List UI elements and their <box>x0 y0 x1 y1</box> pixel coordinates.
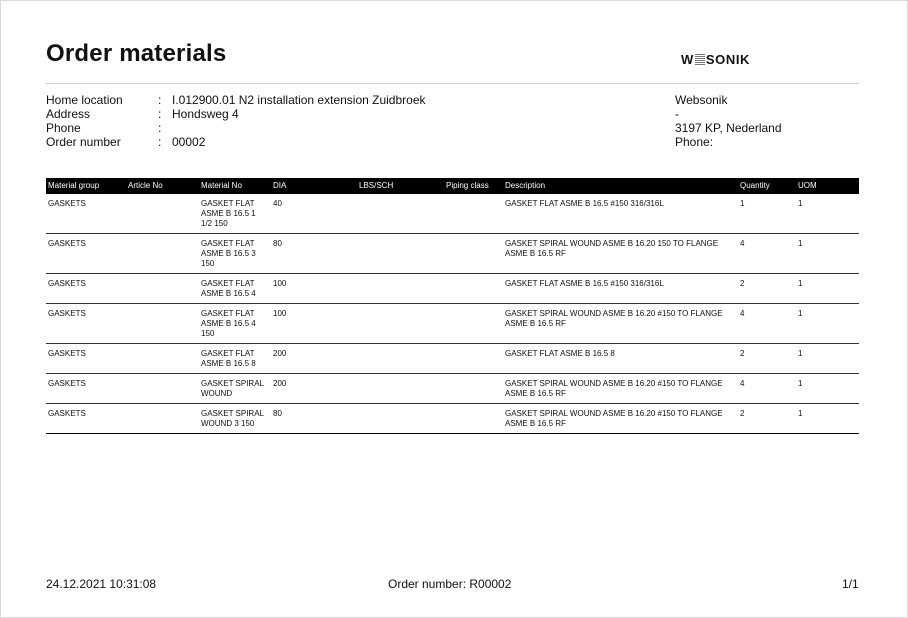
cell-description: GASKET SPIRAL WOUND ASME B 16.20 #150 TO FLANGE ASME B 16.5 RF <box>503 374 738 404</box>
cell-uom: 1 <box>796 304 859 344</box>
cell-quantity: 2 <box>738 404 796 434</box>
home-location-value: I.012900.01 N2 installation extension Zuidbroek <box>172 93 426 107</box>
cell-material-no: GASKET FLAT ASME B 16.5 3 150 <box>199 234 271 274</box>
footer-page-number: 1/1 <box>842 577 859 591</box>
col-material-no: Material No <box>199 178 271 194</box>
cell-piping-class <box>444 404 503 434</box>
company-logo <box>681 52 750 67</box>
col-article-no: Article No <box>126 178 199 194</box>
cell-uom: 1 <box>796 194 859 234</box>
order-info <box>46 93 512 149</box>
cell-piping-class <box>444 234 503 274</box>
cell-quantity: 2 <box>738 274 796 304</box>
cell-material-group: GASKETS <box>46 194 126 234</box>
cell-lbs-sch <box>357 274 444 304</box>
col-quantity: Quantity <box>738 178 796 194</box>
table-row <box>46 234 859 274</box>
cell-dia: 200 <box>271 344 357 374</box>
cell-material-group: GASKETS <box>46 304 126 344</box>
cell-material-no: GASKET FLAT ASME B 16.5 4 <box>199 274 271 304</box>
cell-uom: 1 <box>796 374 859 404</box>
company-name: Websonik <box>675 93 728 107</box>
cell-article-no <box>126 274 199 304</box>
cell-description: GASKET SPIRAL WOUND ASME B 16.20 #150 TO FLANGE ASME B 16.5 RF <box>503 304 738 344</box>
footer-order-number: Order number: R00002 <box>388 577 512 591</box>
cell-description: GASKET FLAT ASME B 16.5 8 <box>503 344 738 374</box>
company-address <box>675 93 782 149</box>
table-row <box>46 344 859 374</box>
cell-article-no <box>126 374 199 404</box>
cell-article-no <box>126 304 199 344</box>
table-row <box>46 194 859 234</box>
cell-lbs-sch <box>357 234 444 274</box>
info-row-home-location <box>46 93 512 107</box>
cell-uom: 1 <box>796 274 859 304</box>
cell-material-group: GASKETS <box>46 234 126 274</box>
cell-quantity: 4 <box>738 234 796 274</box>
table-row <box>46 374 859 404</box>
col-piping-class: Piping class <box>444 178 503 194</box>
cell-lbs-sch <box>357 374 444 404</box>
info-colon: : <box>158 121 162 135</box>
order-number-value: 00002 <box>172 135 206 149</box>
cell-lbs-sch <box>357 304 444 344</box>
cell-material-no: GASKET FLAT ASME B 16.5 4 150 <box>199 304 271 344</box>
cell-description: GASKET FLAT ASME B 16.5 #150 316/316L <box>503 274 738 304</box>
info-label: Address <box>46 107 91 121</box>
cell-article-no <box>126 194 199 234</box>
company-city: 3197 KP, Nederland <box>675 121 782 135</box>
logo-text-left: W <box>681 52 694 67</box>
col-lbs-sch: LBS/SCH <box>357 178 444 194</box>
cell-quantity: 1 <box>738 194 796 234</box>
cell-dia: 80 <box>271 234 357 274</box>
cell-piping-class <box>444 374 503 404</box>
cell-uom: 1 <box>796 404 859 434</box>
cell-material-no: GASKET FLAT ASME B 16.5 1 1/2 150 <box>199 194 271 234</box>
address-value: Hondsweg 4 <box>172 107 239 121</box>
company-street: - <box>675 107 679 121</box>
cell-piping-class <box>444 304 503 344</box>
table-row <box>46 304 859 344</box>
logo-text-right: SONIK <box>705 52 751 67</box>
footer-timestamp: 24.12.2021 10:31:08 <box>46 577 157 591</box>
info-colon: : <box>158 135 162 149</box>
cell-uom: 1 <box>796 344 859 374</box>
col-uom: UOM <box>796 178 859 194</box>
cell-material-group: GASKETS <box>46 374 126 404</box>
cell-dia: 80 <box>271 404 357 434</box>
cell-article-no <box>126 344 199 374</box>
table-row <box>46 404 859 434</box>
cell-material-group: GASKETS <box>46 344 126 374</box>
cell-dia: 100 <box>271 304 357 344</box>
company-phone: Phone: <box>675 135 714 149</box>
cell-lbs-sch <box>357 194 444 234</box>
table-header-row <box>46 178 859 194</box>
header-divider <box>46 83 859 84</box>
cell-lbs-sch <box>357 344 444 374</box>
col-material-group: Material group <box>46 178 126 194</box>
cell-material-group: GASKETS <box>46 274 126 304</box>
col-dia: DIA <box>271 178 357 194</box>
cell-dia: 100 <box>271 274 357 304</box>
cell-piping-class <box>444 194 503 234</box>
cell-material-group: GASKETS <box>46 404 126 434</box>
cell-article-no <box>126 234 199 274</box>
logo-mark-icon <box>695 54 705 65</box>
info-row-phone <box>46 121 512 135</box>
cell-quantity: 4 <box>738 304 796 344</box>
cell-piping-class <box>444 274 503 304</box>
table-row <box>46 274 859 304</box>
cell-description: GASKET SPIRAL WOUND ASME B 16.20 #150 TO FLANGE ASME B 16.5 RF <box>503 404 738 434</box>
page-title: Order materials <box>46 40 227 67</box>
cell-description: GASKET SPIRAL WOUND ASME B 16.20 150 TO FLANGE ASME B 16.5 RF <box>503 234 738 274</box>
info-label: Order number <box>46 135 121 149</box>
cell-material-no: GASKET SPIRAL WOUND <box>199 374 271 404</box>
phone-value <box>172 121 512 135</box>
cell-quantity: 4 <box>738 374 796 404</box>
info-row-order-number <box>46 135 512 149</box>
cell-lbs-sch <box>357 404 444 434</box>
info-label: Phone <box>46 121 81 135</box>
cell-article-no <box>126 404 199 434</box>
col-description: Description <box>503 178 738 194</box>
info-colon: : <box>158 107 162 121</box>
cell-dia: 40 <box>271 194 357 234</box>
info-label: Home location <box>46 93 123 107</box>
cell-quantity: 2 <box>738 344 796 374</box>
cell-piping-class <box>444 344 503 374</box>
info-colon: : <box>158 93 162 107</box>
cell-uom: 1 <box>796 234 859 274</box>
materials-table <box>46 178 859 434</box>
cell-dia: 200 <box>271 374 357 404</box>
cell-material-no: GASKET FLAT ASME B 16.5 8 <box>199 344 271 374</box>
info-row-address <box>46 107 512 121</box>
cell-description: GASKET FLAT ASME B 16.5 #150 316/316L <box>503 194 738 234</box>
cell-material-no: GASKET SPIRAL WOUND 3 150 <box>199 404 271 434</box>
